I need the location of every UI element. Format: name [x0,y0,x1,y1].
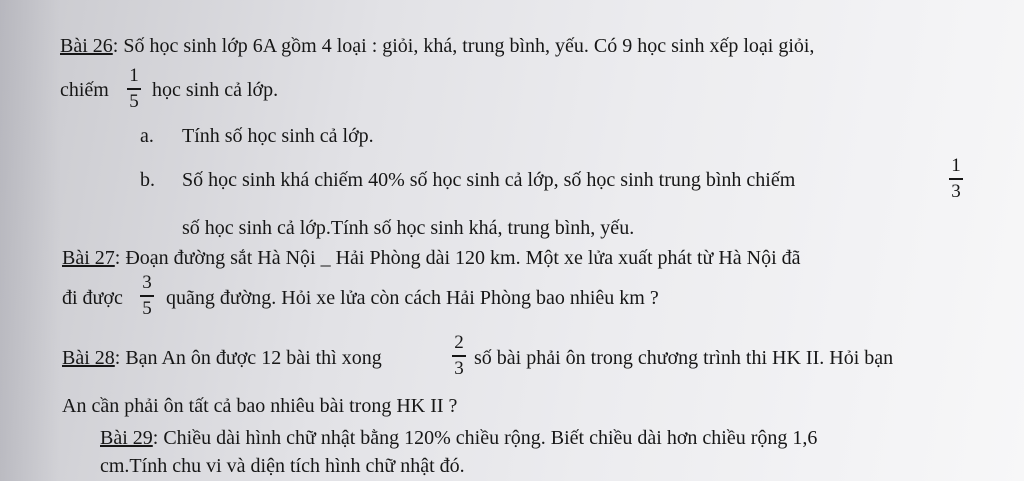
bai26-b-text2: số học sinh cả lớp.Tính số học sinh khá, trung bình, yếu. [182,217,635,239]
bai27-line2-pre: đi được [62,287,123,309]
fraction-denominator: 3 [951,180,961,202]
fraction-numerator: 1 [129,65,139,86]
page-shadow [0,0,60,481]
bai28-line1-pre [62,346,382,370]
fraction-denominator: 5 [142,297,152,319]
bai28-text1: : Bạn An ôn được 12 bài thì xong [114,347,382,369]
bai26-a-text: Tính số học sinh cả lớp. [182,125,374,147]
bai29-text1: : Chiều dài hình chữ nhật bằng 120% chiều rộng. Biết chiều dài hơn chiều rộng 1,6 [152,427,818,449]
bai26-text1: : Số học sinh lớp 6A gồm 4 loại : giỏi, khá, trung bình, yếu. Có 9 học sinh xếp loại giỏi, [112,35,815,57]
fraction-numerator: 2 [454,332,464,353]
bai28-line2: An cần phải ôn tất cả bao nhiêu bài trong HK II ? [62,395,458,417]
bai26-line2-post: học sinh cả lớp. [152,79,279,101]
fraction-denominator: 5 [129,90,139,112]
bai27-text1: : Đoạn đường sắt Hà Nội _ Hải Phòng dài 120 km. Một xe lửa xuất phát từ Hà Nội đã [114,247,801,269]
bai28-line1-post: số bài phải ôn trong chương trình thi HK II. Hỏi bạn [474,347,894,369]
bai27-line2-post: quãng đường. Hỏi xe lửa còn cách Hải Phòng bao nhiêu km ? [166,287,659,309]
fraction-one-third [948,156,964,201]
bai27-label: Bài 27 [62,247,115,269]
bai26-b-text1: Số học sinh khá chiếm 40% số học sinh cả lớp, số học sinh trung bình chiếm [182,169,796,191]
fraction-two-thirds [451,333,467,378]
fraction-three-fifths [139,273,155,318]
bai26-b-marker: b. [140,169,155,191]
bai26-line2-pre: chiếm [60,79,109,101]
fraction-bar [127,88,141,90]
bai26-line1 [60,34,814,58]
fraction-one-fifth [126,66,142,111]
fraction-bar [949,178,963,180]
fraction-denominator: 3 [454,357,464,379]
bai29-line2: cm.Tính chu vi và diện tích hình chữ nhật đó. [100,455,465,477]
fraction-bar [140,295,154,297]
bai26-a-marker: a. [140,125,154,147]
bai28-label: Bài 28 [62,347,115,369]
fraction-numerator: 3 [142,272,152,293]
bai29-line1 [100,426,817,450]
bai26-label: Bài 26 [60,35,113,57]
bai27-line1 [62,246,801,270]
bai29-label: Bài 29 [100,427,153,449]
fraction-numerator: 1 [951,155,961,176]
fraction-bar [452,355,466,357]
